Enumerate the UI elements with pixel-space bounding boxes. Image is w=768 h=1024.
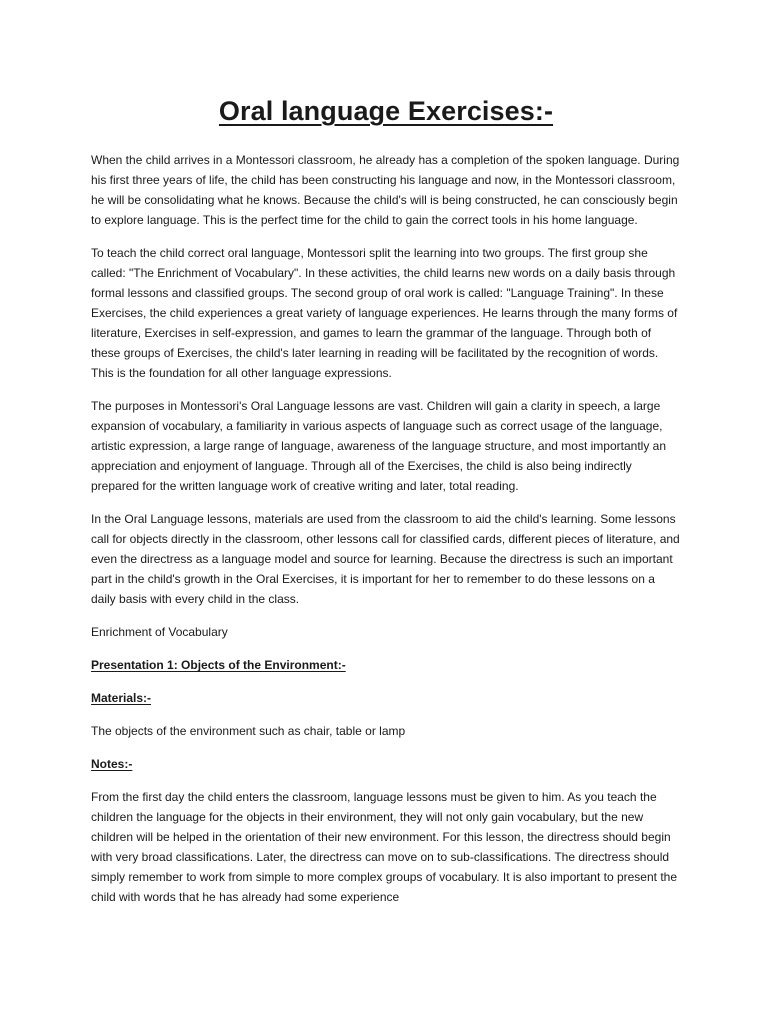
section-label: Enrichment of Vocabulary bbox=[91, 625, 228, 639]
notes-heading: Notes:- bbox=[91, 757, 133, 771]
notes-text: From the first day the child enters the classroom, language lessons must be given to him. As you teach the children the language for the objects in their environment, they will not only gain vocabulary, but the new children will be helped in the orientation of their new environment. For this lesson, the directress should begin with very broad classifications. Later, the directress can move on to sub-classifications. The directress should simply remember to work from simple to more complex groups of vocabulary. It is also important to present the child with words that he has already had some experience bbox=[91, 790, 678, 904]
document-body bbox=[91, 96, 681, 920]
document-title: Oral language Exercises:- bbox=[218, 96, 554, 126]
materials-heading: Materials:- bbox=[91, 691, 152, 705]
paragraph-purposes: The purposes in Montessori's Oral Language lessons are vast. Children will gain a clarity in speech, a large expansion of vocabulary, a familiarity in various aspects of language such as correct usage of the language, artistic expression, a large range of language, awareness of the language structure, and most importantly an appreciation and enjoyment of language. Through all of the Exercises, the child is also being indirectly prepared for the written language work of creative writing and later, total reading. bbox=[91, 399, 666, 493]
paragraph-materials-used: In the Oral Language lessons, materials are used from the classroom to aid the child's learning. Some lessons call for objects directly in the classroom, other lessons call for classified cards, different pieces of literature, and even the directress as a language model and source for learning. Because the directress is such an important part in the child's growth in the Oral Exercises, it is important for her to remember to do these lessons on a daily basis with every child in the class. bbox=[91, 512, 680, 606]
materials-text: The objects of the environment such as chair, table or lamp bbox=[91, 724, 406, 738]
paragraph-two-groups: To teach the child correct oral language, Montessori split the learning into two groups. The first group she called: "The Enrichment of Vocabulary". In these activities, the child learns new words on a daily basis through formal lessons and classified groups. The second group of oral work is called: "Language Training". In these Exercises, the child experiences a great variety of language experiences. He learns through the many forms of literature, Exercises in self-expression, and games to learn the grammar of the language. Through both of these groups of Exercises, the child's later learning in reading will be facilitated by the recognition of words. This is the foundation for all other language expressions. bbox=[91, 246, 678, 380]
presentation-heading: Presentation 1: Objects of the Environment:- bbox=[91, 658, 346, 672]
paragraph-intro: When the child arrives in a Montessori classroom, he already has a completion of the spoken language. During his first three years of life, the child has been constructing his language and now, in the Montessori classroom, he will be consolidating what he knows. Because the child's will is being constructed, he can consciously begin to explore language. This is the perfect time for the child to gain the correct tools in his home language. bbox=[91, 153, 680, 227]
